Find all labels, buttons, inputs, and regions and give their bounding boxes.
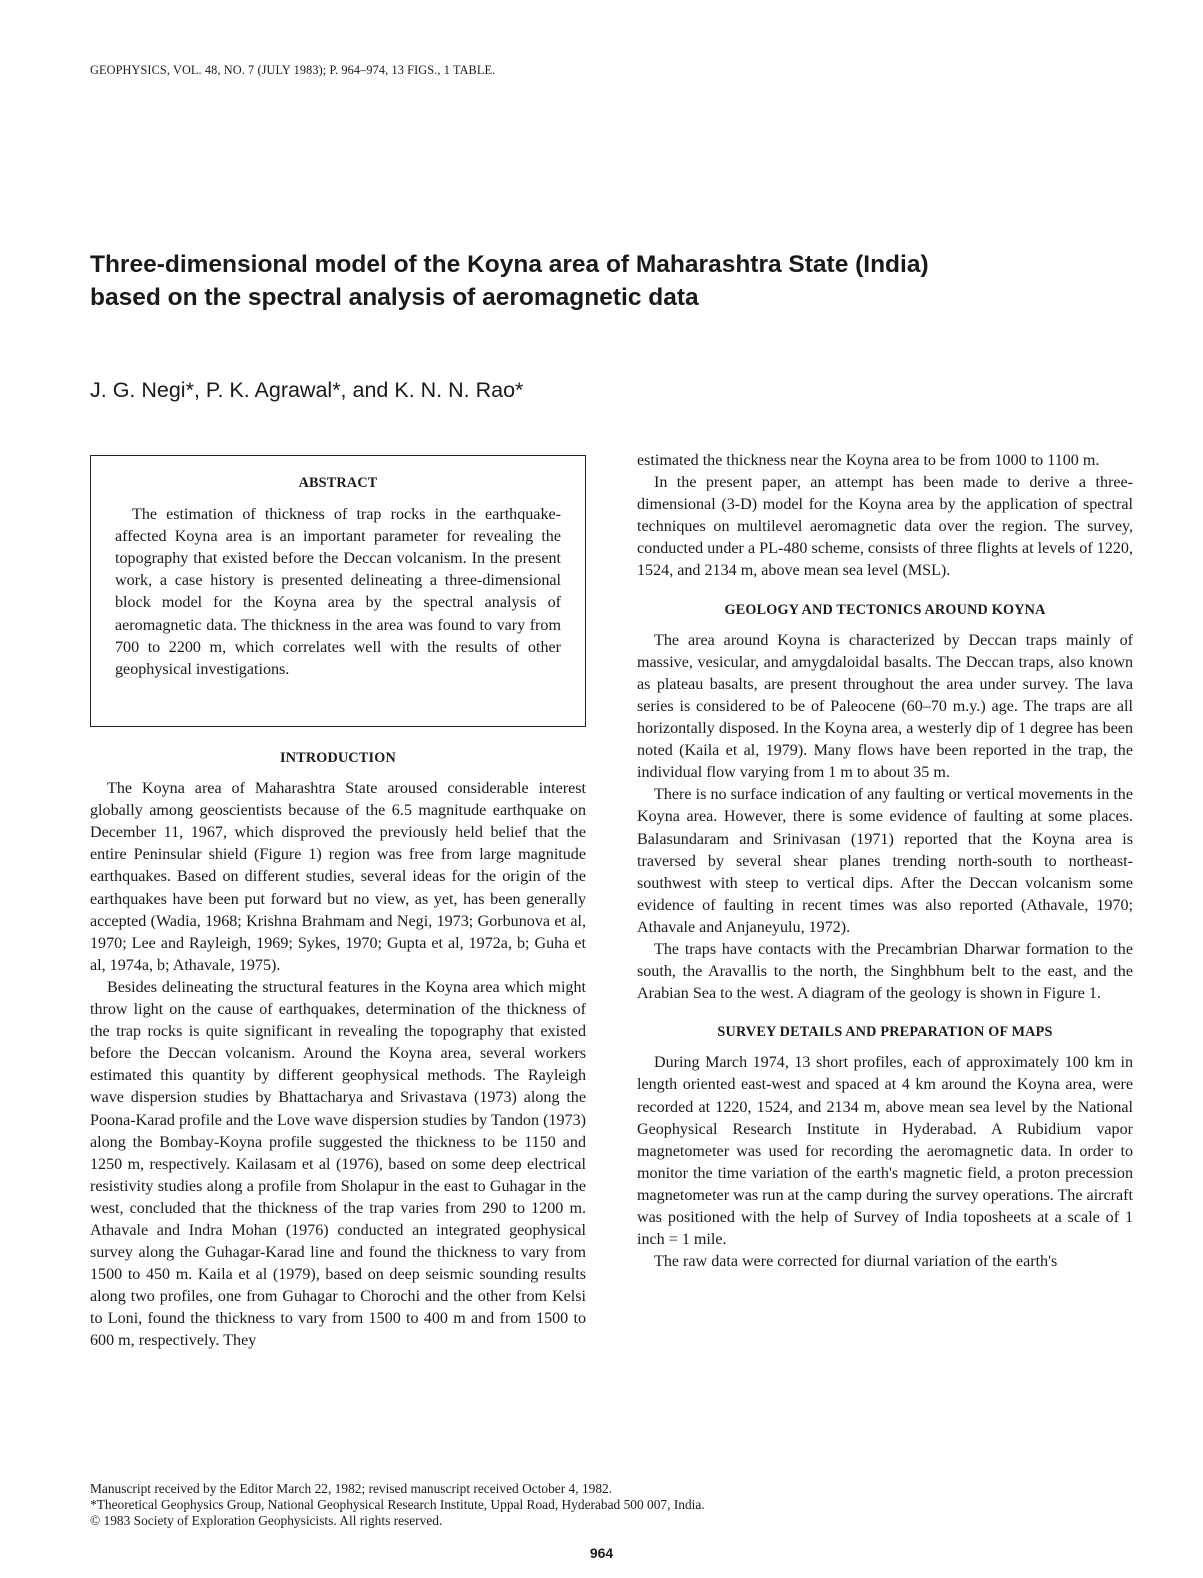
introduction-paragraph: Besides delineating the structural features in the Koyna area which might throw light on the cause of earthquakes, determination of the thickness of the trap rocks is quite significant in revealing the topography that existed before the Deccan volcanism. Around the Koyna area, several workers estimated this quantity by different geophysical methods. The Rayleigh wave dispersion studies by Bhattacharya and Srivastava (1973) along the Poona-Karad profile and the Love wave dispersion studies by Tandon (1973) along the Bombay-Koyna profile suggested the thickness to be 1150 and 1250 m, respectively. Kailasam et al (1976), based on some deep electrical resistivity studies along a profile from Sholapur in the east to Guhagar in the west, concluded that the thickness of the trap varies from 290 to 1200 m. Athavale and Indra Mohan (1976) conducted an integrated geophysical survey along the Guhagar-Karad line and found the thickness to vary from 1500 to 450 m. Kaila et al (1979), based on deep seismic sounding results along two profiles, one from Guhagar to Chorochi and the other from Kelsi to Loni, found the thickness to vary from 1500 to 400 m and from 1500 to 600 m, respectively. They <box>90 978 586 1350</box>
title-line-2: based on the spectral analysis of aeromagnetic data <box>90 284 699 311</box>
introduction-heading: INTRODUCTION <box>280 750 396 766</box>
page-number: 964 <box>589 1545 614 1561</box>
survey-paragraph: During March 1974, 13 short profiles, each of approximately 100 km in length oriented east-west and spaced at 4 km around the Koyna area, were recorded at 1220, 1524, and 2134 m, above mean sea level by the National Geophysical Research Institute in Hyderabad. A Rubidium vapor magnetometer was used for recording the aeromagnetic data. In order to monitor the time variation of the earth's magnetic field, a proton precession magnetometer was run at the camp during the survey operations. The aircraft was positioned with the help of Survey of India toposheets at a scale of 1 inch = 1 mile. <box>637 1054 1133 1249</box>
continued-paragraph: estimated the thickness near the Koyna area to be from 1000 to 1100 m. <box>637 452 1100 469</box>
geology-heading: GEOLOGY AND TECTONICS AROUND KOYNA <box>724 601 1046 618</box>
abstract-box <box>90 455 586 727</box>
introduction-paragraph: The Koyna area of Maharashtra State aroused considerable interest globally among geoscientists because of the 6.5 magnitude earthquake on December 11, 1967, which disproved the previously held belief that the entire Peninsular shield (Figure 1) region was free from large magnitude earthquakes. Based on different studies, several ideas for the origin of the earthquakes have been put forward but no view, as yet, has been generally accepted (Wadia, 1968; Krishna Brahmam and Negi, 1973; Gorbunova et al, 1970; Lee and Rayleigh, 1969; Sykes, 1970; Gupta et al, 1972a, b; Guha et al, 1974a, b; Athavale, 1975). <box>90 780 586 974</box>
running-head: GEOPHYSICS, VOL. 48, NO. 7 (JULY 1983); P. 964–974, 13 FIGS., 1 TABLE. <box>90 63 496 77</box>
footnote-copyright: © 1983 Society of Exploration Geophysicists. All rights reserved. <box>90 1513 443 1528</box>
paper-title <box>90 248 1130 314</box>
right-column <box>637 450 1133 1273</box>
abstract-heading: ABSTRACT <box>298 475 378 491</box>
geology-paragraph: The area around Koyna is characterized by Deccan traps mainly of massive, vesicular, and amygdaloidal basalts. The Deccan traps, also known as plateau basalts, are present throughout the area under survey. The lava series is considered to be of Paleocene (60–70 m.y.) age. The traps are all horizontally disposed. In the Koyna area, a westerly dip of 1 degree has been noted (Kaila et al, 1979). Many flows have been reported in the trap, the individual flow varying from 1 m to about 35 m. <box>637 631 1133 782</box>
survey-heading: SURVEY DETAILS AND PREPARATION OF MAPS <box>717 1024 1053 1041</box>
body-paragraph: In the present paper, an attempt has been made to derive a three-dimensional (3-D) model for the Koyna area by the application of spectral techniques on multilevel aeromagnetic data over the region. The survey, conducted under a PL-480 scheme, consists of three flights at levels of 1220, 1524, and 2134 m, above mean sea level (MSL). <box>637 474 1133 580</box>
survey-paragraph: The raw data were corrected for diurnal variation of the earth's <box>654 1253 1058 1271</box>
abstract-text: The estimation of thickness of trap rocks in the earthquake-affected Koyna area is an important parameter for revealing the topography that existed before the Deccan volcanism. In the present work, a case history is presented delineating a three-dimensional block model for the Koyna area by the spectral analysis of aeromagnetic data. The thickness in the area was found to vary from 700 to 2200 m, which correlates well with the results of other geophysical investigations. <box>115 506 561 678</box>
author-list: J. G. Negi*, P. K. Agrawal*, and K. N. N. Rao* <box>90 378 524 402</box>
footnote-manuscript: Manuscript received by the Editor March 22, 1982; revised manuscript received October 4, 1982. <box>90 1481 613 1496</box>
footnotes <box>90 1481 990 1529</box>
left-column <box>90 747 586 1353</box>
footnote-affiliation: *Theoretical Geophysics Group, National Geophysical Research Institute, Uppal Road, Hyderabad 500 007, India. <box>90 1497 705 1512</box>
geology-paragraph: The traps have contacts with the Precambrian Dharwar formation to the south, the Aravallis to the north, the Singhbhum belt to the east, and the Arabian Sea to the west. A diagram of the geology is shown in Figure 1. <box>637 940 1133 1003</box>
geology-paragraph: There is no surface indication of any faulting or vertical movements in the Koyna area. However, there is some evidence of faulting at some places. Balasundaram and Srinivasan (1971) reported that the Koyna area is traversed by several shear planes trending north-south to northeast-southwest with steep to vertical dips. After the Deccan volcanism some evidence of faulting in recent times was also reported (Athavale, 1970; Athavale and Anjaneyulu, 1972). <box>637 786 1133 936</box>
title-line-1: Three-dimensional model of the Koyna area of Maharashtra State (India) <box>90 251 929 278</box>
